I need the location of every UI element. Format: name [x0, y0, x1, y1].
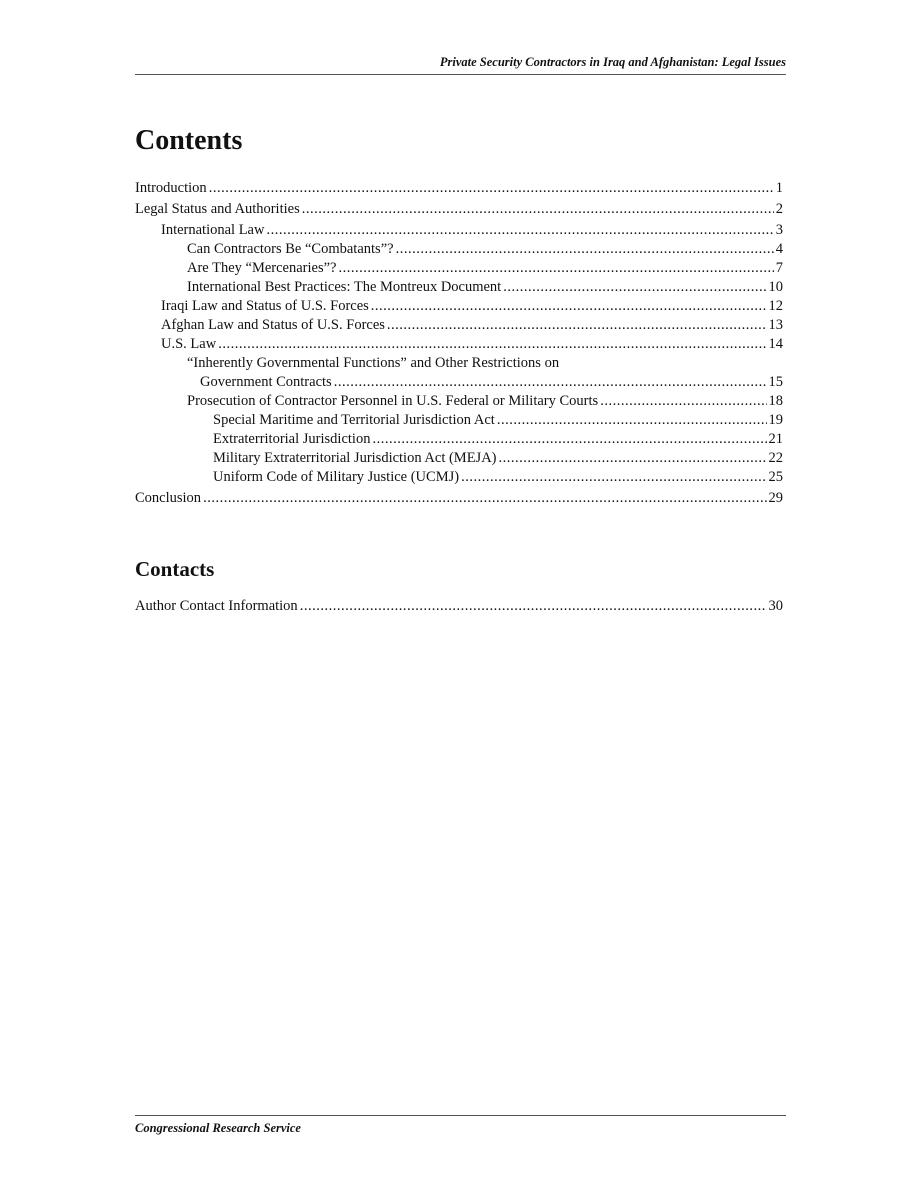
- toc-page-number: 7: [775, 260, 783, 276]
- toc-page-number: 21: [768, 431, 783, 447]
- toc-entry-title: Uniform Code of Military Justice (UCMJ): [213, 469, 460, 485]
- toc-entry-title: Are They “Mercenaries”?: [187, 260, 337, 276]
- toc-page-number: 18: [768, 393, 783, 409]
- toc-entry-title: Conclusion: [135, 490, 202, 506]
- toc-page-number: 1: [775, 180, 783, 196]
- dot-leader: [266, 221, 773, 240]
- toc-page-number: 15: [768, 374, 783, 390]
- dot-leader: [461, 468, 766, 487]
- toc-entry-conclusion[interactable]: [135, 489, 783, 508]
- toc-page-number: 3: [775, 222, 783, 238]
- toc-entry-afghan-law[interactable]: [135, 316, 783, 335]
- toc-entry-author-contact[interactable]: [135, 597, 783, 616]
- toc-entry-title: Military Extraterritorial Jurisdiction Act (MEJA): [213, 450, 497, 466]
- toc-page-number: 22: [768, 450, 783, 466]
- toc-entry-prosecution[interactable]: [135, 392, 783, 411]
- toc-page-number: 14: [768, 336, 783, 352]
- toc-page-number: 12: [768, 298, 783, 314]
- toc-page-number: 2: [775, 201, 783, 217]
- dot-leader: [334, 373, 767, 392]
- contents-heading: Contents: [135, 125, 243, 156]
- dot-leader: [499, 449, 767, 468]
- toc-entry-iraqi-law[interactable]: [135, 297, 783, 316]
- toc-entry-title: Extraterritorial Jurisdiction: [213, 431, 371, 447]
- dot-leader: [371, 297, 767, 316]
- toc-page-number: 13: [768, 317, 783, 333]
- dot-leader: [203, 489, 766, 508]
- toc-entry-montreux-document[interactable]: [135, 278, 783, 297]
- toc-entry-title: Special Maritime and Territorial Jurisdiction Act: [213, 412, 495, 428]
- dot-leader: [218, 335, 766, 354]
- toc-entry-legal-status[interactable]: [135, 200, 783, 219]
- dot-leader: [300, 597, 767, 616]
- dot-leader: [503, 278, 766, 297]
- dot-leader: [338, 259, 773, 278]
- toc-entry-ucmj[interactable]: [135, 468, 783, 487]
- toc-entry-title: Introduction: [135, 180, 207, 196]
- dot-leader: [600, 392, 766, 411]
- dot-leader: [302, 200, 774, 219]
- toc-entry-extraterritorial[interactable]: [135, 430, 783, 449]
- toc-entry-title: International Law: [161, 222, 265, 238]
- toc-entry-title: Afghan Law and Status of U.S. Forces: [161, 317, 385, 333]
- toc-page-number: 29: [768, 490, 783, 506]
- dot-leader: [387, 316, 767, 335]
- toc-entry-title: Can Contractors Be “Combatants”?: [187, 241, 394, 257]
- toc-entry-special-maritime[interactable]: [135, 411, 783, 430]
- toc-entry-title-continued: Government Contracts: [200, 374, 332, 390]
- toc-page-number: 4: [775, 241, 783, 257]
- toc-page-number: 25: [768, 469, 783, 485]
- toc-entry-government-contracts[interactable]: [135, 373, 783, 392]
- contacts-heading: Contacts: [135, 557, 215, 581]
- running-header: Private Security Contractors in Iraq and Afghanistan: Legal Issues: [135, 55, 786, 75]
- dot-leader: [396, 240, 774, 259]
- toc-entry-introduction[interactable]: [135, 179, 783, 198]
- toc-entry-title: Author Contact Information: [135, 598, 298, 614]
- toc-entry-us-law[interactable]: [135, 335, 783, 354]
- toc-entry-title: International Best Practices: The Montreux Document: [187, 279, 502, 295]
- dot-leader: [497, 411, 767, 430]
- table-of-contents: [135, 179, 783, 508]
- toc-entry-international-law[interactable]: [135, 221, 783, 240]
- dot-leader: [372, 430, 766, 449]
- toc-page-number: 19: [768, 412, 783, 428]
- toc-entry-combatants[interactable]: [135, 240, 783, 259]
- toc-entry-inherently-governmental[interactable]: [135, 354, 783, 373]
- dot-leader: [209, 179, 774, 198]
- toc-page-number: 10: [768, 279, 783, 295]
- toc-entry-title: Prosecution of Contractor Personnel in U.S. Federal or Military Courts: [187, 393, 599, 409]
- toc-entry-title: Iraqi Law and Status of U.S. Forces: [161, 298, 369, 314]
- toc-page-number: 30: [768, 598, 783, 614]
- contacts-list: [135, 597, 783, 616]
- toc-entry-title: “Inherently Governmental Functions” and Other Restrictions on: [187, 355, 560, 371]
- running-footer: Congressional Research Service: [135, 1115, 786, 1136]
- toc-entry-mercenaries[interactable]: [135, 259, 783, 278]
- toc-entry-title: Legal Status and Authorities: [135, 201, 300, 217]
- toc-entry-title: U.S. Law: [161, 336, 217, 352]
- toc-entry-meja[interactable]: [135, 449, 783, 468]
